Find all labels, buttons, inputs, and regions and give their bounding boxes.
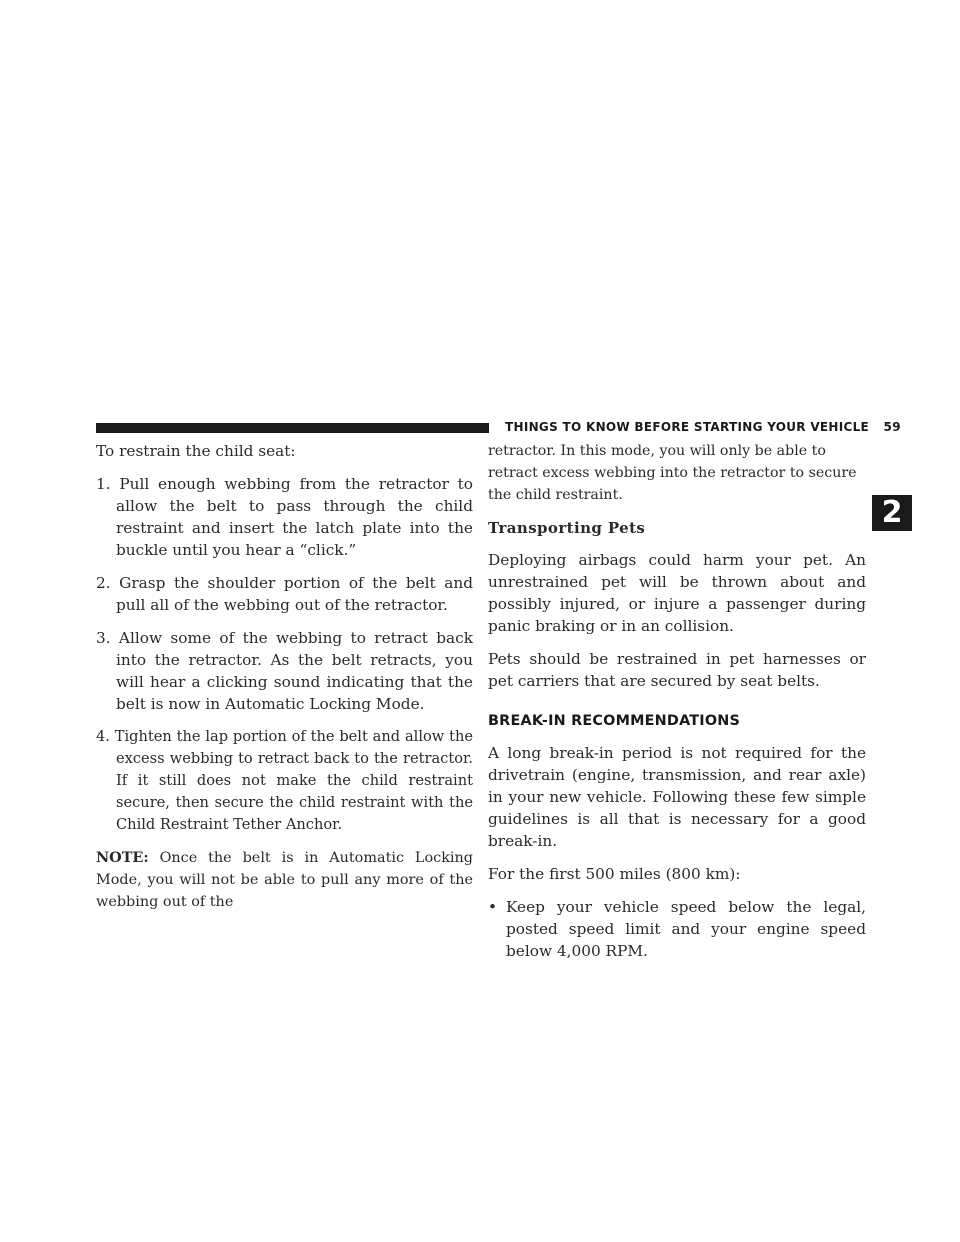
pets-paragraph-2: Pets should be restrained in pet harnesses or pet carriers that are secured by seat belts.	[488, 650, 866, 690]
breakin-paragraph-2: For the first 500 miles (800 km):	[488, 865, 741, 883]
continued-text: retractor. In this mode, you will only be able to retract excess webbing into the retractor to secure the child restraint.	[488, 443, 857, 503]
note-label: NOTE:	[96, 849, 149, 866]
step-1: 1. Pull enough webbing from the retractor to allow the belt to pass through the child restraint and insert the latch plate into the buckle until you hear a “click.”	[96, 475, 473, 559]
intro-text: To restrain the child seat:	[96, 442, 296, 460]
step-3: 3. Allow some of the webbing to retract back into the retractor. As the belt retracts, you will hear a clicking sound indicating that the belt is now in Automatic Locking Mode.	[96, 629, 473, 713]
header-rule	[96, 423, 489, 433]
note	[96, 847, 473, 913]
note-text: Once the belt is in Automatic Locking Mode, you will not be able to pull any more of the webbing out of the	[96, 850, 473, 910]
running-header	[505, 420, 901, 434]
right-column	[488, 440, 866, 962]
breakin-paragraph-1: A long break-in period is not required for the drivetrain (engine, transmission, and rear axle) in your new vehicle. Following these few simple guidelines is all that is necessary for a good break-in.	[488, 744, 866, 850]
page-number: 59	[883, 420, 901, 434]
bullet-item	[488, 896, 866, 962]
breakin-heading: BREAK-IN RECOMMENDATIONS	[488, 713, 741, 729]
pets-paragraph-1: Deploying airbags could harm your pet. An unrestrained pet will be thrown about and possibly injured, or injure a passenger during panic braking or in an collision.	[488, 551, 866, 635]
step-4: 4. Tighten the lap portion of the belt and allow the excess webbing to retract back to the retractor. If it still does not make the child restraint secure, then secure the child restraint with the Child Restraint Tether Anchor.	[96, 728, 473, 833]
left-column	[96, 440, 473, 913]
pets-heading: Transporting Pets	[488, 519, 646, 537]
chapter-tab: 2	[872, 495, 912, 531]
section-title: THINGS TO KNOW BEFORE STARTING YOUR VEHICLE	[505, 420, 870, 434]
bullet-text: Keep your vehicle speed below the legal, posted speed limit and your engine speed below 4,000 RPM.	[506, 898, 866, 960]
bullet-icon: •	[488, 898, 498, 916]
step-2: 2. Grasp the shoulder portion of the belt and pull all of the webbing out of the retractor.	[96, 574, 473, 614]
